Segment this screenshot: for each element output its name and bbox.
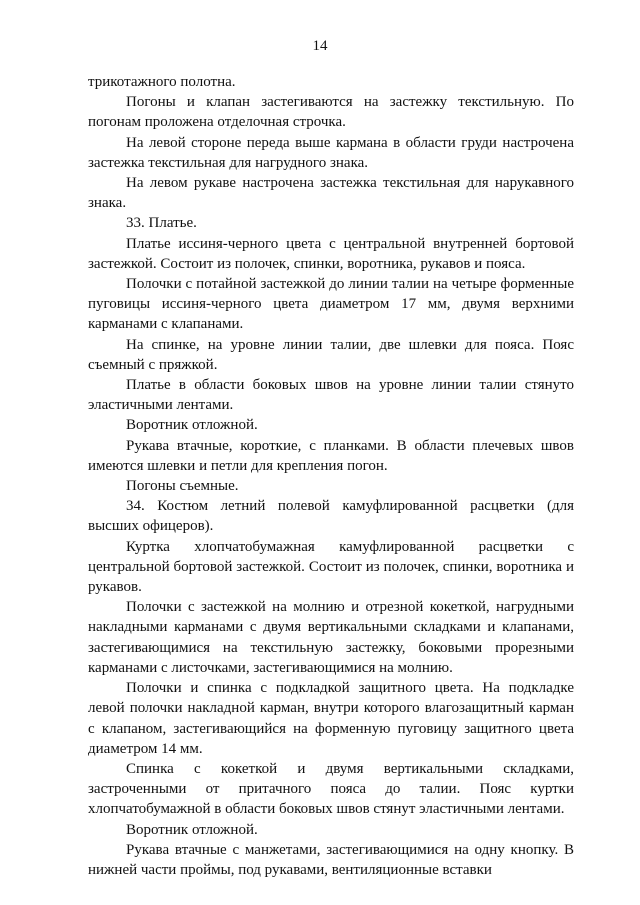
page-number: 14 [312,38,328,54]
paragraph: На спинке, на уровне линии талии, две шлевки для пояса. Пояс съемный с пряжкой. [88,336,574,373]
paragraph: На левой стороне переда выше кармана в области груди настрочена застежка текстильная для нагрудного знака. [88,134,574,171]
paragraph: Полочки с застежкой на молнию и отрезной кокеткой, нагрудными накладными карманами с двумя вертикальными складками и клапанами, застегивающимися на текстильную застежку, боковыми прорезными карманами с листочками, застегивающимися на молнию. [88,599,574,676]
section-heading: 34. Костюм летний полевой камуфлированной расцветки (для высших офицеров). [88,498,574,535]
paragraph: Погоны и клапан застегиваются на застежку текстильную. По погонам проложена отделочная строчка. [88,94,574,131]
paragraph: Куртка хлопчатобумажная камуфлированной расцветки с центральной бортовой застежкой. Состоит из полочек, спинки, воротника и рукавов. [88,538,574,596]
paragraph: Спинка с кокеткой и двумя вертикальными складками, застроченными от притачного пояса до талии. Пояс куртки хлопчатобумажной в области боковых швов стянут эластичными лентами. [88,760,574,818]
paragraph: Полочки и спинка с подкладкой защитного цвета. На подкладке левой полочки накладной карман, внутри которого влагозащитный карман с клапаном, застегивающийся на форменную пуговицу защитного цвета диаметром 14 мм. [88,680,574,757]
paragraph: Рукава втачные, короткие, с планками. В области плечевых швов имеются шлевки и петли для крепления погон. [88,437,574,474]
paragraph: Платье в области боковых швов на уровне линии талии стянуто эластичными лентами. [88,377,574,414]
paragraph: Воротник отложной. [126,417,258,434]
paragraph: трикотажного полотна. [88,74,236,90]
document-body [88,72,574,880]
paragraph: Погоны съемные. [126,478,239,495]
paragraph: Рукава втачные с манжетами, застегивающимися на одну кнопку. В нижней части проймы, под рукавами, вентиляционные вставки [88,841,574,878]
paragraph: На левом рукаве настрочена застежка текстильная для нарукавного знака. [88,175,574,212]
section-heading: 33. Платье. [126,215,197,232]
paragraph: Полочки с потайной застежкой до линии талии на четыре форменные пуговицы иссиня-черного цвета диаметром 17 мм, двумя верхними карманами с клапанами. [88,276,574,333]
paragraph: Воротник отложной. [126,821,258,838]
paragraph: Платье иссиня-черного цвета с центральной внутренней бортовой застежкой. Состоит из полочек, спинки, воротника, рукавов и пояса. [88,235,574,272]
